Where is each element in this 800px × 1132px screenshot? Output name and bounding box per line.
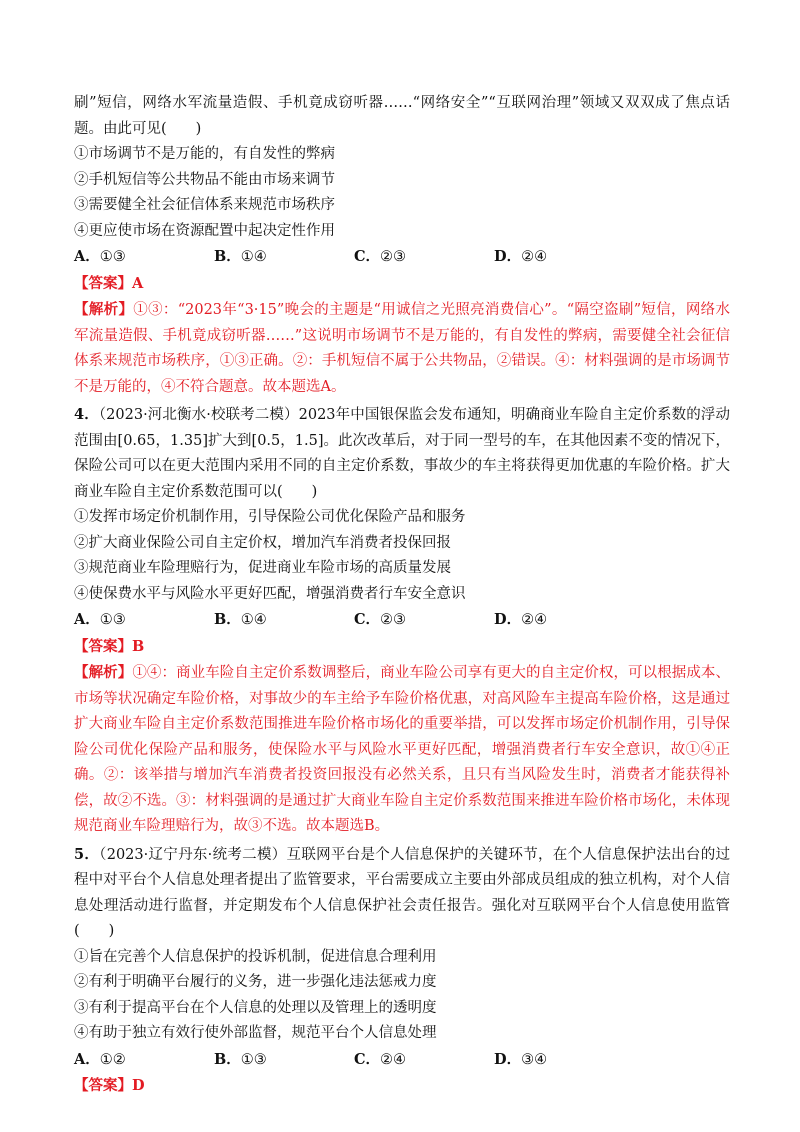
answer-tag: 【答案】 [74,1077,132,1094]
answer-options [74,607,730,634]
option-d: D．②④ [494,611,548,628]
analysis [74,297,730,400]
analysis-text: ①④：商业车险自主定价系数调整后，商业车险公司享有更大的自主定价权，可以根据成本、市场等状况确定车险价格，对事故少的车主给予车险价格优惠，对高风险车主提高车险价格，这是通过扩大商业车险自主定价系数范围推进车险价格市场化的重要举措，可以发挥市场定价机制作用，引导保险公司优化保险产品和服务，使保险水平与风险水平更好匹配，增强消费者行车安全意识，故①④正确。②：该举措与增加汽车消费者投资回报没有必然关系，且只有当风险发生时，消费者才能获得补偿，故②不选。③：材料强调的是通过扩大商业车险自主定价系数范围来推进车险价格市场化，未体现规范商业车险理赔行为，故③不选。故本题选B。 [74,665,731,834]
question-text: 互联网平台是个人信息保护的关键环节，在个人信息保护法出台的过程中对平台个人信息处理者提出了监管要求，平台需要成立主要由外部成员组成的独立机构，对个人信息处理活动进行监督，并定期发布个人信息保护社会责任报告。强化对互联网平台个人信息使用监管( ) [74,846,730,939]
answer-value: D [132,1077,145,1094]
answer-options [74,244,730,271]
question-5 [74,842,730,1100]
option-a: A．①③ [74,248,126,265]
question-source: （2023·河北衡水·校联考二模） [98,407,299,423]
analysis-tag: 【解析】 [74,301,134,318]
option-c: C．②③ [354,248,407,265]
answer-line [74,1073,730,1100]
answer-tag: 【答案】 [74,637,132,655]
statement-1: ①旨在完善个人信息保护的投诉机制，促进信息合理利用 [74,948,437,965]
option-b: B．①④ [214,248,267,265]
question-source: （2023·辽宁丹东·统考二模） [99,846,287,863]
option-a: A．①③ [74,611,126,628]
answer-line [74,634,730,661]
statement-2: ②有利于明确平台履行的义务，进一步强化违法惩戒力度 [74,974,437,990]
analysis [74,660,730,840]
question-3 [74,91,730,400]
option-b: B．①③ [214,1050,267,1068]
option-d: D．③④ [494,1050,548,1068]
question-stem [74,842,730,945]
statement-1: ①市场调节不是万能的，有自发性的弊病 [74,146,335,162]
analysis-tag: 【解析】 [74,664,133,681]
question-number: 4． [74,406,99,423]
statement-4: ④有助于独立有效行使外部监督，规范平台个人信息处理 [74,1025,437,1041]
analysis-text: ①③：“2023年“3·15”晚会的主题是“用诚信之光照亮消费信心”。“隔空盗刷”短信，网络水军流量造假、手机竟成窃听器……”这说明市场调节不是万能的，有自发性的弊病，需要健全社会征信体系来规范市场秩序，①③正确。②：手机短信不属于公共物品，②错误。④：材料强调的是市场调节不是万能的，④不符合题意。故本题选A。 [74,302,731,395]
statement-3: ③规范商业车险理赔行为，促进商业车险市场的高质量发展 [74,560,451,576]
page-content [74,91,730,1100]
option-b: B．①④ [214,611,267,628]
statement-2: ②扩大商业保险公司自主定价权，增加汽车消费者投保回报 [74,534,451,551]
statement-4: ④使保费水平与风险水平更好匹配，增强消费者行车安全意识 [74,585,466,602]
answer-value: B [132,637,145,655]
statement-3: ③需要健全社会征信体系来规范市场秩序 [74,197,335,213]
statement-1: ①发挥市场定价机制作用，引导保险公司优化保险产品和服务 [74,509,466,525]
question-text: 2023年中国银保监会发布通知，明确商业车险自主定价系数的浮动范围由[0.65，1.35]扩大到[0.5，1.5]。此次改革后，对于同一型号的车，在其他因素不变的情况下，保险公司可以在更大范围内采用不同的自主定价系数，事故少的车主将获得更加优惠的车险价格。扩大商业车险自主定价系数范围可以( ) [74,407,730,500]
question-number: 5． [74,845,100,863]
answer-line [74,271,730,298]
statement-4: ④更应使市场在资源配置中起决定性作用 [74,222,335,239]
question-stem: 刷”短信，网络水军流量造假、手机竟成窃听器……“网络安全”“互联网治理”领域又双双成了焦点话题。由此可见( ) [74,95,730,137]
answer-options [74,1047,730,1074]
question-4 [74,402,730,840]
question-stem [74,402,730,505]
statement-2: ②手机短信等公共物品不能由市场来调节 [74,171,335,188]
answer-value: A [132,274,144,292]
answer-tag: 【答案】 [74,274,132,292]
option-a: A．①② [74,1050,126,1068]
option-d: D．②④ [494,248,548,265]
option-c: C．②③ [354,611,407,628]
option-c: C．②④ [354,1050,407,1068]
statement-3: ③有利于提高平台在个人信息的处理以及管理上的透明度 [74,999,437,1016]
